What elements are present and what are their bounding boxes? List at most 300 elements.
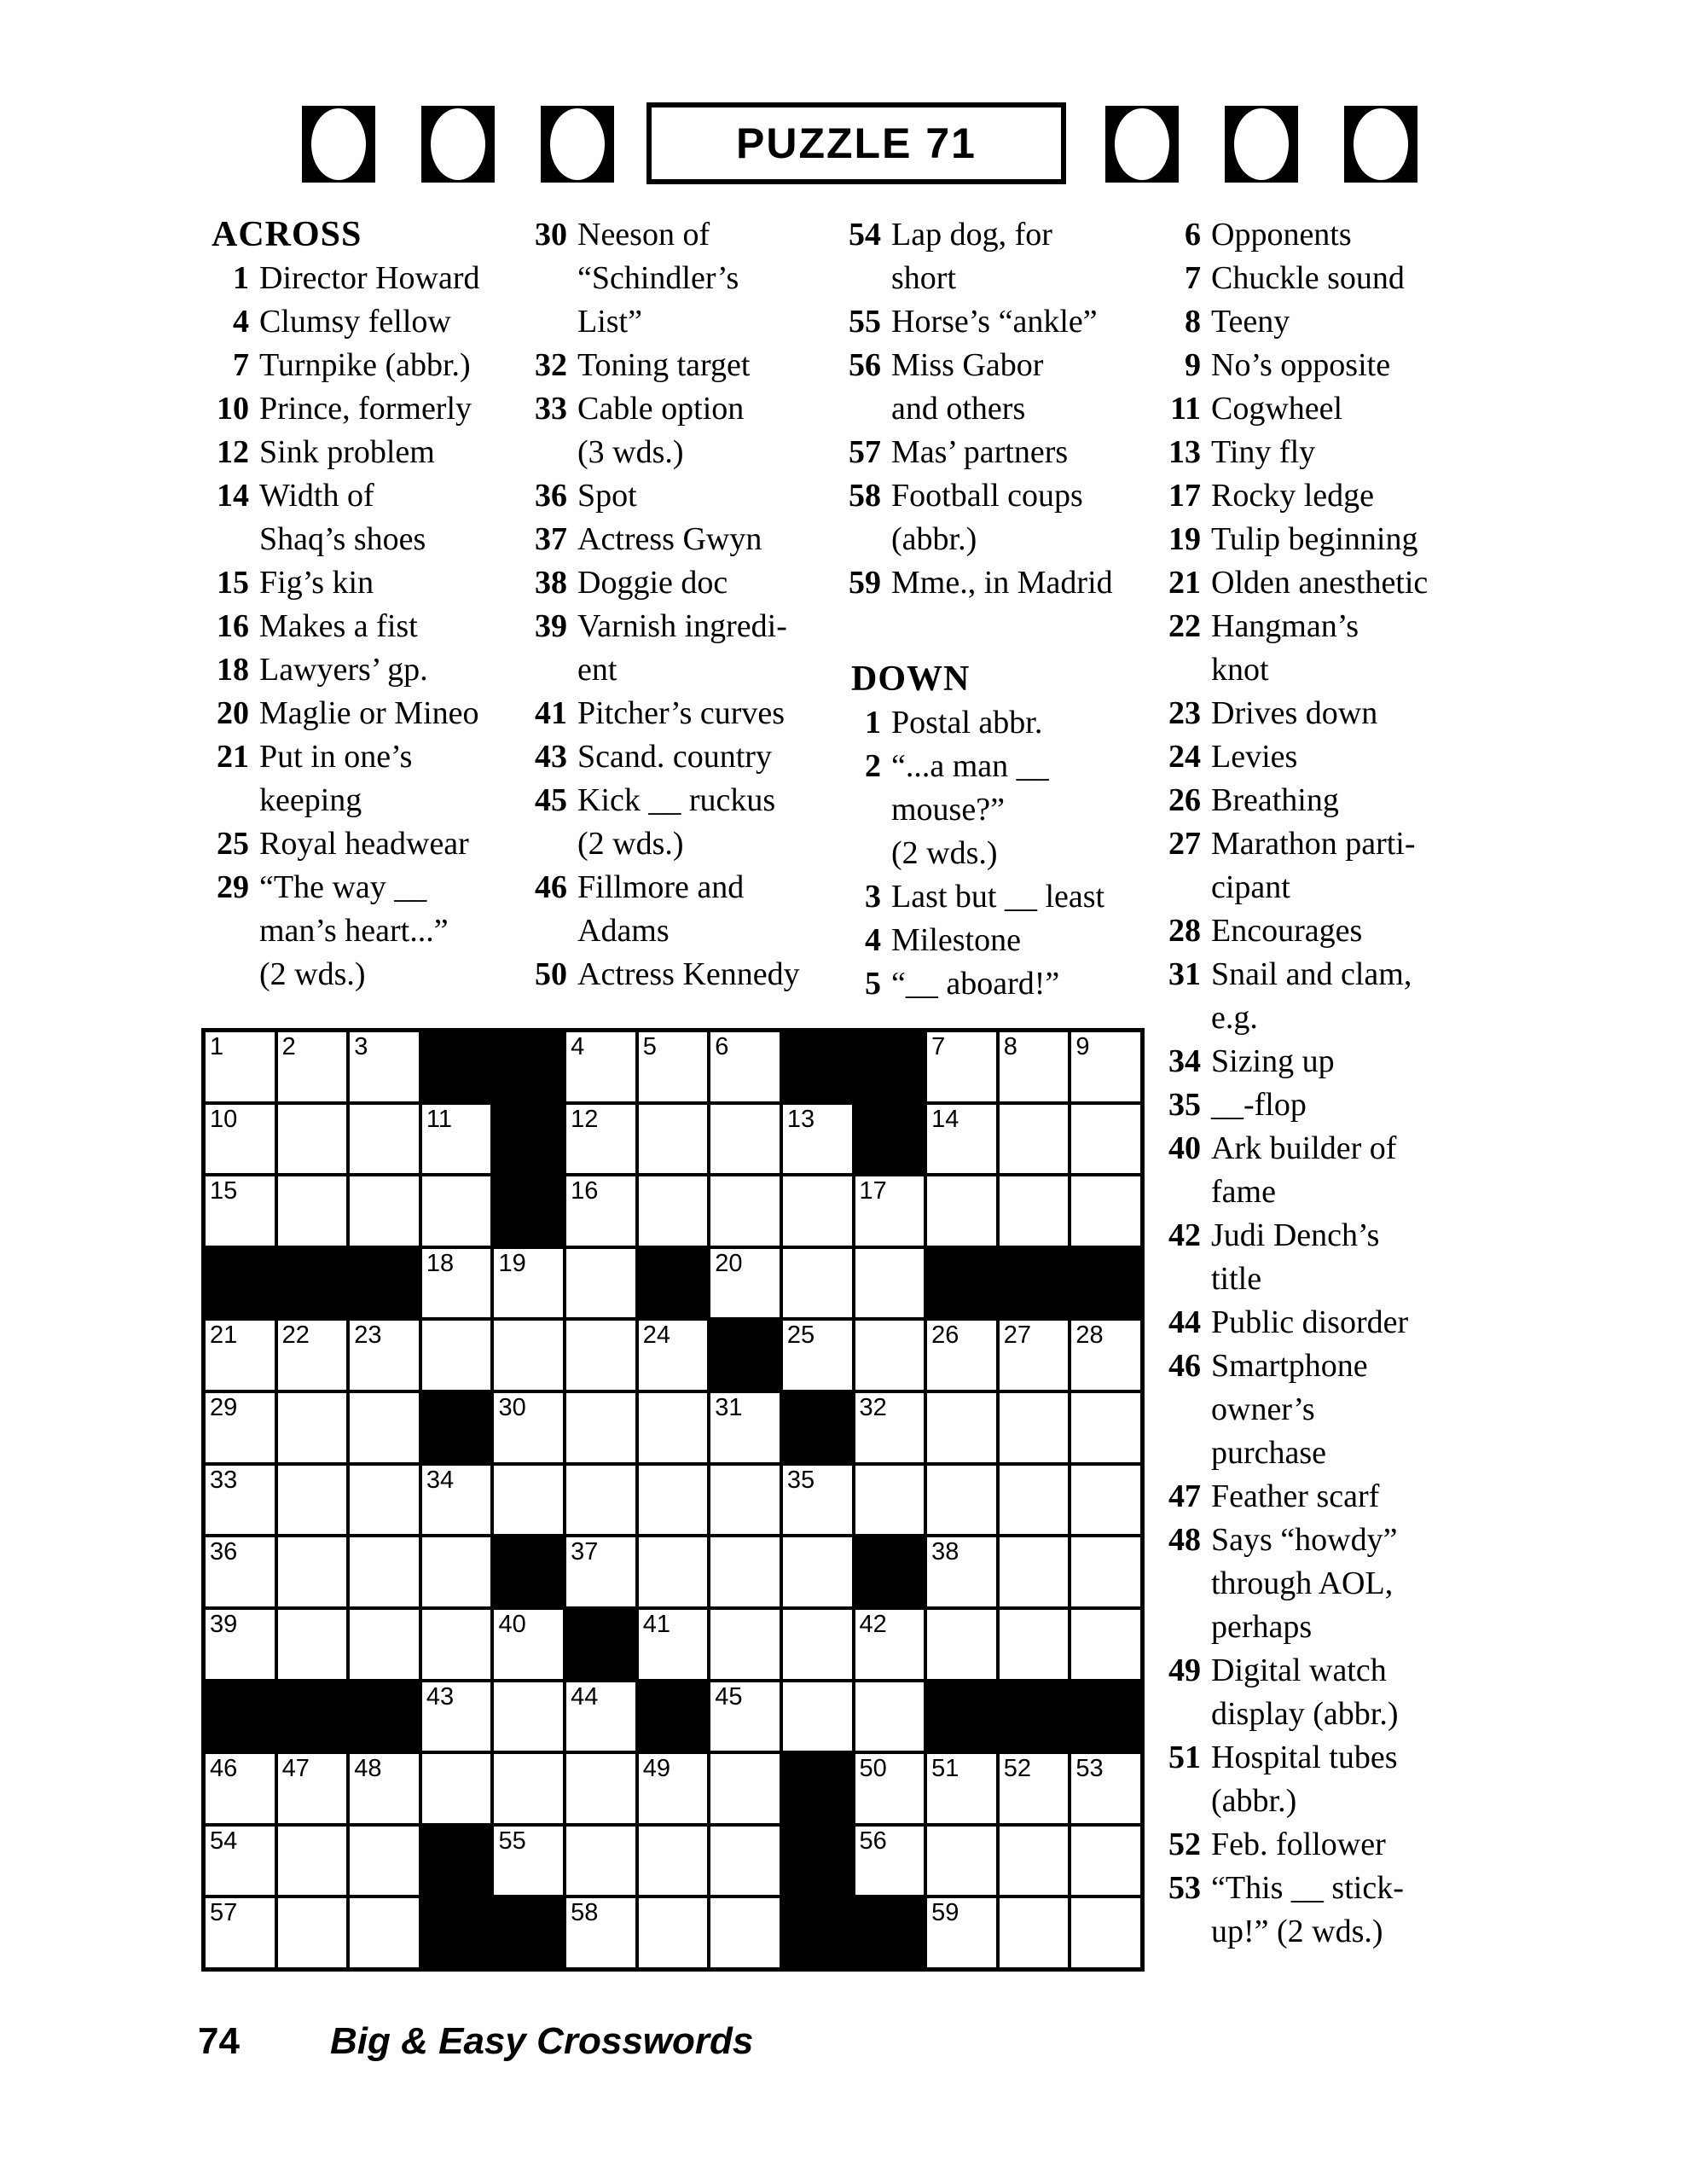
grid-cell[interactable]: [276, 1608, 349, 1681]
clue-item: [1148, 1301, 1523, 1345]
grid-cell[interactable]: [420, 1103, 493, 1176]
grid-cell[interactable]: [204, 1175, 276, 1247]
grid-cell-black: [637, 1681, 710, 1753]
grid-cell[interactable]: [565, 1825, 637, 1897]
grid-cell[interactable]: [709, 1896, 781, 1969]
clue-text: Feather scarf: [1211, 1478, 1380, 1514]
clue-text: No’s opposite: [1211, 347, 1391, 383]
grid-cell[interactable]: [276, 1175, 349, 1247]
grid-cell[interactable]: [998, 1175, 1070, 1247]
grid-cell[interactable]: [709, 1681, 781, 1753]
grid-cell[interactable]: [348, 1536, 420, 1608]
grid-cell-number: 22: [281, 1321, 310, 1350]
grid-cell[interactable]: [565, 1175, 637, 1247]
clue-number: 51: [1168, 1740, 1201, 1775]
grid-cell-number: 39: [210, 1610, 238, 1638]
grid-cell[interactable]: [637, 1464, 710, 1536]
clue-item: [514, 692, 843, 735]
clue-text: Mme., in Madrid: [891, 565, 1113, 601]
grid-cell[interactable]: [348, 1031, 420, 1103]
puzzle-title-box: [646, 102, 1066, 184]
clue-text: Cable option (3 wds.): [577, 391, 745, 470]
grid-cell[interactable]: [420, 1681, 493, 1753]
clue-text: Levies: [1211, 739, 1298, 775]
clue-item: [514, 779, 843, 866]
grid-cell[interactable]: [276, 1103, 349, 1176]
grid-cell[interactable]: [276, 1031, 349, 1103]
grid-cell[interactable]: [565, 1103, 637, 1176]
grid-cell[interactable]: [781, 1464, 854, 1536]
grid-cell[interactable]: [637, 1825, 710, 1897]
clue-number: 17: [1168, 478, 1201, 514]
grid-cell[interactable]: [998, 1031, 1070, 1103]
grid-cell[interactable]: [276, 1825, 349, 1897]
grid-cell-black: [420, 1896, 493, 1969]
grid-cell[interactable]: [925, 1175, 998, 1247]
grid-cell[interactable]: [565, 1391, 637, 1464]
clue-item: [1148, 300, 1523, 344]
grid-cell[interactable]: [854, 1681, 926, 1753]
clue-text: Lap dog, for short: [891, 217, 1052, 296]
grid-cell[interactable]: [637, 1319, 710, 1391]
grid-cell[interactable]: [781, 1103, 854, 1176]
clue-item: [196, 387, 525, 431]
grid-cell[interactable]: [637, 1391, 710, 1464]
clue-text: Digital watch display (abbr.): [1211, 1653, 1399, 1732]
clue-number: 31: [1168, 956, 1201, 992]
grid-cell[interactable]: [492, 1681, 565, 1753]
grid-cell-number: 36: [210, 1538, 238, 1566]
grid-cell[interactable]: [998, 1752, 1070, 1825]
grid-cell[interactable]: [709, 1752, 781, 1825]
clue-item: [196, 561, 525, 605]
clue-item: [828, 213, 1157, 300]
grid-cell[interactable]: [925, 1825, 998, 1897]
clue-text: Says “howdy” through AOL, perhaps: [1211, 1522, 1398, 1645]
grid-cell-number: 45: [715, 1682, 743, 1711]
clue-number: 25: [217, 826, 249, 862]
grid-cell[interactable]: [925, 1608, 998, 1681]
grid-cell[interactable]: [348, 1391, 420, 1464]
grid-cell-number: 27: [1003, 1321, 1032, 1350]
grid-cell[interactable]: [276, 1319, 349, 1391]
grid-cell[interactable]: [1070, 1175, 1142, 1247]
grid-cell[interactable]: [492, 1464, 565, 1536]
grid-cell[interactable]: [998, 1825, 1070, 1897]
grid-cell-black: [781, 1896, 854, 1969]
grid-cell[interactable]: [925, 1391, 998, 1464]
clue-item: [196, 692, 525, 735]
grid-cell[interactable]: [204, 1825, 276, 1897]
grid-cell[interactable]: [925, 1752, 998, 1825]
grid-cell[interactable]: [637, 1752, 710, 1825]
grid-cell-number: 44: [571, 1682, 599, 1711]
ornament-circle-icon: [541, 106, 614, 183]
grid-cell[interactable]: [1070, 1896, 1142, 1969]
grid-cell[interactable]: [854, 1825, 926, 1897]
grid-cell[interactable]: [276, 1464, 349, 1536]
grid-cell[interactable]: [1070, 1103, 1142, 1176]
grid-cell[interactable]: [565, 1896, 637, 1969]
ornament-circle-icon: [1344, 106, 1417, 183]
grid-cell-number: 30: [498, 1394, 526, 1422]
clue-text: Drives down: [1211, 695, 1378, 731]
grid-cell[interactable]: [998, 1536, 1070, 1608]
clue-number: 16: [217, 608, 249, 644]
clue-number: 2: [865, 748, 881, 784]
grid-cell[interactable]: [709, 1175, 781, 1247]
clue-number: 42: [1168, 1217, 1201, 1253]
grid-cell-black: [1070, 1247, 1142, 1320]
clue-item: [828, 919, 1157, 962]
grid-cell[interactable]: [637, 1103, 710, 1176]
clue-number: 36: [535, 478, 567, 514]
grid-cell[interactable]: [348, 1608, 420, 1681]
grid-cell[interactable]: [998, 1391, 1070, 1464]
grid-cell[interactable]: [925, 1031, 998, 1103]
grid-cell[interactable]: [854, 1608, 926, 1681]
grid-cell[interactable]: [565, 1536, 637, 1608]
clue-number: 39: [535, 608, 567, 644]
clue-number: 22: [1168, 608, 1201, 644]
clue-item: [828, 745, 1157, 875]
grid-cell-number: 2: [281, 1033, 296, 1060]
grid-cell[interactable]: [204, 1103, 276, 1176]
clue-number: 6: [1185, 217, 1201, 253]
ornament-oval: [550, 108, 605, 180]
clue-number: 33: [535, 391, 567, 427]
clue-text: Teeny: [1211, 304, 1290, 340]
grid-cell[interactable]: [565, 1681, 637, 1753]
clue-number: 35: [1168, 1087, 1201, 1123]
grid-cell[interactable]: [204, 1608, 276, 1681]
grid-cell[interactable]: [854, 1391, 926, 1464]
grid-cell[interactable]: [348, 1825, 420, 1897]
grid-cell[interactable]: [709, 1608, 781, 1681]
grid-cell[interactable]: [709, 1825, 781, 1897]
grid-cell-black: [204, 1681, 276, 1753]
ornament-circle-icon: [421, 106, 495, 183]
grid-cell[interactable]: [420, 1536, 493, 1608]
clue-text: Turnpike (abbr.): [259, 347, 471, 383]
grid-cell[interactable]: [1070, 1464, 1142, 1536]
grid-cell[interactable]: [854, 1175, 926, 1247]
grid-cell[interactable]: [925, 1464, 998, 1536]
clue-text: Tiny fly: [1211, 434, 1316, 470]
grid-cell[interactable]: [709, 1464, 781, 1536]
grid-cell[interactable]: [420, 1319, 493, 1391]
grid-cell[interactable]: [276, 1391, 349, 1464]
clue-number: 14: [217, 478, 249, 514]
grid-cell[interactable]: [925, 1319, 998, 1391]
grid-cell[interactable]: [637, 1175, 710, 1247]
clue-text: Neeson of “Schindler’s List”: [577, 217, 739, 340]
clue-text: Mas’ partners: [891, 434, 1069, 470]
clue-item: [514, 387, 843, 474]
grid-cell[interactable]: [420, 1464, 493, 1536]
clue-number: 50: [535, 956, 567, 992]
grid-cell-number: 40: [498, 1610, 526, 1638]
grid-cell[interactable]: [1070, 1825, 1142, 1897]
clue-item: [196, 431, 525, 474]
grid-cell-number: 59: [931, 1899, 959, 1927]
grid-cell[interactable]: [925, 1536, 998, 1608]
grid-cell-number: 18: [426, 1249, 455, 1277]
grid-cell[interactable]: [637, 1536, 710, 1608]
grid-cell[interactable]: [925, 1103, 998, 1176]
grid-cell-black: [854, 1031, 926, 1103]
grid-cell[interactable]: [276, 1896, 349, 1969]
clue-item: [828, 701, 1157, 745]
clue-text: Spot: [577, 478, 637, 514]
ornament-oval: [1234, 108, 1289, 180]
grid-cell[interactable]: [1070, 1319, 1142, 1391]
grid-cell[interactable]: [1070, 1536, 1142, 1608]
grid-cell[interactable]: [854, 1752, 926, 1825]
grid-cell[interactable]: [709, 1536, 781, 1608]
clue-item: [828, 431, 1157, 474]
grid-cell[interactable]: [204, 1536, 276, 1608]
grid-cell[interactable]: [998, 1608, 1070, 1681]
clue-item: [828, 474, 1157, 561]
clue-item: [1148, 1475, 1523, 1519]
grid-cell-number: 54: [210, 1827, 238, 1855]
page-footer: [198, 2020, 1136, 2071]
clue-text: Scand. country: [577, 739, 772, 775]
grid-cell[interactable]: [709, 1103, 781, 1176]
grid-cell-number: 23: [354, 1321, 382, 1350]
grid-cell[interactable]: [348, 1319, 420, 1391]
grid-cell-number: 10: [210, 1105, 238, 1133]
grid-cell[interactable]: [998, 1896, 1070, 1969]
grid-cell[interactable]: [204, 1319, 276, 1391]
grid-cell[interactable]: [781, 1681, 854, 1753]
grid-cell[interactable]: [276, 1752, 349, 1825]
grid-cell[interactable]: [348, 1464, 420, 1536]
clue-text: Tulip beginning: [1211, 521, 1418, 557]
grid-cell[interactable]: [709, 1247, 781, 1320]
clue-item: [514, 866, 843, 953]
clue-number: 19: [1168, 521, 1201, 557]
book-title: Big & Easy Crosswords: [330, 2020, 754, 2062]
clue-item: [514, 735, 843, 779]
grid-cell[interactable]: [565, 1319, 637, 1391]
grid-cell-number: 7: [931, 1033, 946, 1060]
grid-cell[interactable]: [709, 1391, 781, 1464]
clue-text: Milestone: [891, 922, 1021, 958]
clue-item: [196, 605, 525, 648]
grid-cell[interactable]: [492, 1608, 565, 1681]
grid-cell[interactable]: [420, 1247, 493, 1320]
grid-cell[interactable]: [204, 1464, 276, 1536]
clue-item: [514, 561, 843, 605]
grid-cell[interactable]: [998, 1319, 1070, 1391]
grid-cell-number: 12: [571, 1105, 599, 1133]
clue-number: 44: [1168, 1304, 1201, 1340]
grid-cell[interactable]: [492, 1319, 565, 1391]
grid-cell[interactable]: [637, 1608, 710, 1681]
grid-cell-black: [204, 1247, 276, 1320]
grid-cell[interactable]: [420, 1608, 493, 1681]
clue-item: [514, 518, 843, 561]
grid-cell-number: 33: [210, 1466, 238, 1494]
clue-text: Toning target: [577, 347, 751, 383]
grid-cell[interactable]: [854, 1464, 926, 1536]
clue-text: “This __ stick- up!” (2 wds.): [1211, 1870, 1404, 1949]
grid-cell[interactable]: [781, 1247, 854, 1320]
clue-item: [828, 962, 1157, 1006]
clue-item: [196, 648, 525, 692]
grid-cell-number: 28: [1075, 1321, 1104, 1350]
clue-section-heading: DOWN: [851, 659, 971, 699]
clue-number: 1: [865, 705, 881, 741]
grid-cell-number: 6: [715, 1033, 729, 1060]
clue-number: 30: [535, 217, 567, 253]
clue-list-spacer: [828, 605, 1157, 658]
puzzle-title: PUZZLE 71: [736, 119, 977, 167]
grid-cell[interactable]: [637, 1031, 710, 1103]
grid-cell[interactable]: [204, 1391, 276, 1464]
grid-cell[interactable]: [1070, 1608, 1142, 1681]
clue-number: 23: [1168, 695, 1201, 731]
grid-cell[interactable]: [204, 1896, 276, 1969]
grid-cell-number: 31: [715, 1394, 743, 1422]
clue-text: Maglie or Mineo: [259, 695, 479, 731]
clue-text: Opponents: [1211, 217, 1352, 253]
clue-item: [1148, 257, 1523, 300]
clue-number: 7: [1185, 260, 1201, 296]
grid-cell-number: 13: [786, 1105, 815, 1133]
clue-text: Pitcher’s curves: [577, 695, 786, 731]
clue-number: 52: [1168, 1827, 1201, 1862]
grid-cell[interactable]: [565, 1031, 637, 1103]
ornament-oval: [311, 108, 366, 180]
grid-cell[interactable]: [709, 1031, 781, 1103]
grid-cell[interactable]: [998, 1464, 1070, 1536]
grid-cell[interactable]: [1070, 1391, 1142, 1464]
grid-cell[interactable]: [348, 1103, 420, 1176]
grid-cell-number: 37: [571, 1538, 599, 1566]
clue-number: 54: [849, 217, 881, 253]
clue-item: [1148, 213, 1523, 257]
grid-cell[interactable]: [348, 1752, 420, 1825]
grid-cell-number: 46: [210, 1755, 238, 1783]
grid-cell[interactable]: [925, 1896, 998, 1969]
grid-cell-number: 53: [1075, 1755, 1104, 1783]
clue-text: Actress Gwyn: [577, 521, 762, 557]
clue-number: 3: [865, 879, 881, 915]
grid-cell-black: [709, 1319, 781, 1391]
grid-cell-black: [492, 1175, 565, 1247]
grid-cell[interactable]: [565, 1247, 637, 1320]
clue-item: [828, 875, 1157, 919]
grid-cell-number: 19: [498, 1249, 526, 1277]
grid-cell-number: 52: [1003, 1755, 1032, 1783]
grid-cell-black: [781, 1752, 854, 1825]
clue-text: Football coups (abbr.): [891, 478, 1083, 557]
clue-column-across-2: [514, 213, 843, 996]
grid-cell[interactable]: [781, 1536, 854, 1608]
grid-cell[interactable]: [998, 1103, 1070, 1176]
clue-number: 12: [217, 434, 249, 470]
clue-text: Feb. follower: [1211, 1827, 1386, 1862]
grid-cell[interactable]: [1070, 1752, 1142, 1825]
grid-cell[interactable]: [492, 1391, 565, 1464]
grid-cell[interactable]: [492, 1752, 565, 1825]
grid-cell[interactable]: [565, 1752, 637, 1825]
ornament-circle-icon: [1105, 106, 1179, 183]
grid-cell[interactable]: [1070, 1031, 1142, 1103]
ornament-circle-icon: [1225, 106, 1298, 183]
clue-item: [1148, 1040, 1523, 1083]
grid-cell[interactable]: [420, 1175, 493, 1247]
grid-cell[interactable]: [781, 1319, 854, 1391]
clue-number: 4: [233, 304, 249, 340]
grid-cell[interactable]: [348, 1896, 420, 1969]
clue-text: Encourages: [1211, 913, 1363, 949]
grid-cell-number: 16: [571, 1177, 599, 1205]
grid-cell-number: 17: [859, 1177, 887, 1205]
grid-cell[interactable]: [637, 1896, 710, 1969]
grid-cell-black: [276, 1681, 349, 1753]
grid-cell[interactable]: [565, 1464, 637, 1536]
grid-cell-number: 21: [210, 1321, 238, 1350]
grid-cell[interactable]: [276, 1536, 349, 1608]
clue-text: Olden anesthetic: [1211, 565, 1429, 601]
grid-cell[interactable]: [420, 1752, 493, 1825]
grid-cell-black: [565, 1608, 637, 1681]
grid-cell-number: 50: [859, 1755, 887, 1783]
grid-cell[interactable]: [781, 1175, 854, 1247]
clue-text: Fillmore and Adams: [577, 869, 745, 949]
clue-number: 46: [535, 869, 567, 905]
clue-text: Miss Gabor and others: [891, 347, 1044, 427]
grid-cell-number: 42: [859, 1610, 887, 1638]
ornament-oval: [431, 108, 485, 180]
clue-item: [196, 344, 525, 387]
clue-number: 53: [1168, 1870, 1201, 1906]
grid-cell[interactable]: [348, 1175, 420, 1247]
grid-cell-number: 34: [426, 1466, 455, 1494]
grid-cell[interactable]: [204, 1031, 276, 1103]
clue-number: 58: [849, 478, 881, 514]
grid-cell-number: 9: [1075, 1033, 1090, 1060]
grid-cell[interactable]: [854, 1247, 926, 1320]
clue-item: [196, 300, 525, 344]
grid-cell[interactable]: [781, 1608, 854, 1681]
clue-column-down: [1148, 213, 1523, 1954]
grid-cell[interactable]: [204, 1752, 276, 1825]
clue-number: 27: [1168, 826, 1201, 862]
clue-item: [1148, 822, 1523, 909]
grid-cell[interactable]: [492, 1825, 565, 1897]
clue-item: [514, 344, 843, 387]
grid-cell[interactable]: [492, 1247, 565, 1320]
clue-text: Clumsy fellow: [259, 304, 451, 340]
grid-cell-black: [420, 1825, 493, 1897]
clue-text: Lawyers’ gp.: [259, 652, 428, 688]
grid-cell[interactable]: [854, 1319, 926, 1391]
clue-item: [1148, 1867, 1523, 1954]
grid-cell-number: 51: [931, 1755, 959, 1783]
clue-text: Public disorder: [1211, 1304, 1409, 1340]
grid-cell-black: [998, 1681, 1070, 1753]
ornament-group-left: [302, 106, 614, 183]
grid-cell-black: [925, 1681, 998, 1753]
clue-item: [514, 213, 843, 344]
clue-column-across-down: [828, 213, 1157, 1006]
ornament-oval: [1354, 108, 1408, 180]
